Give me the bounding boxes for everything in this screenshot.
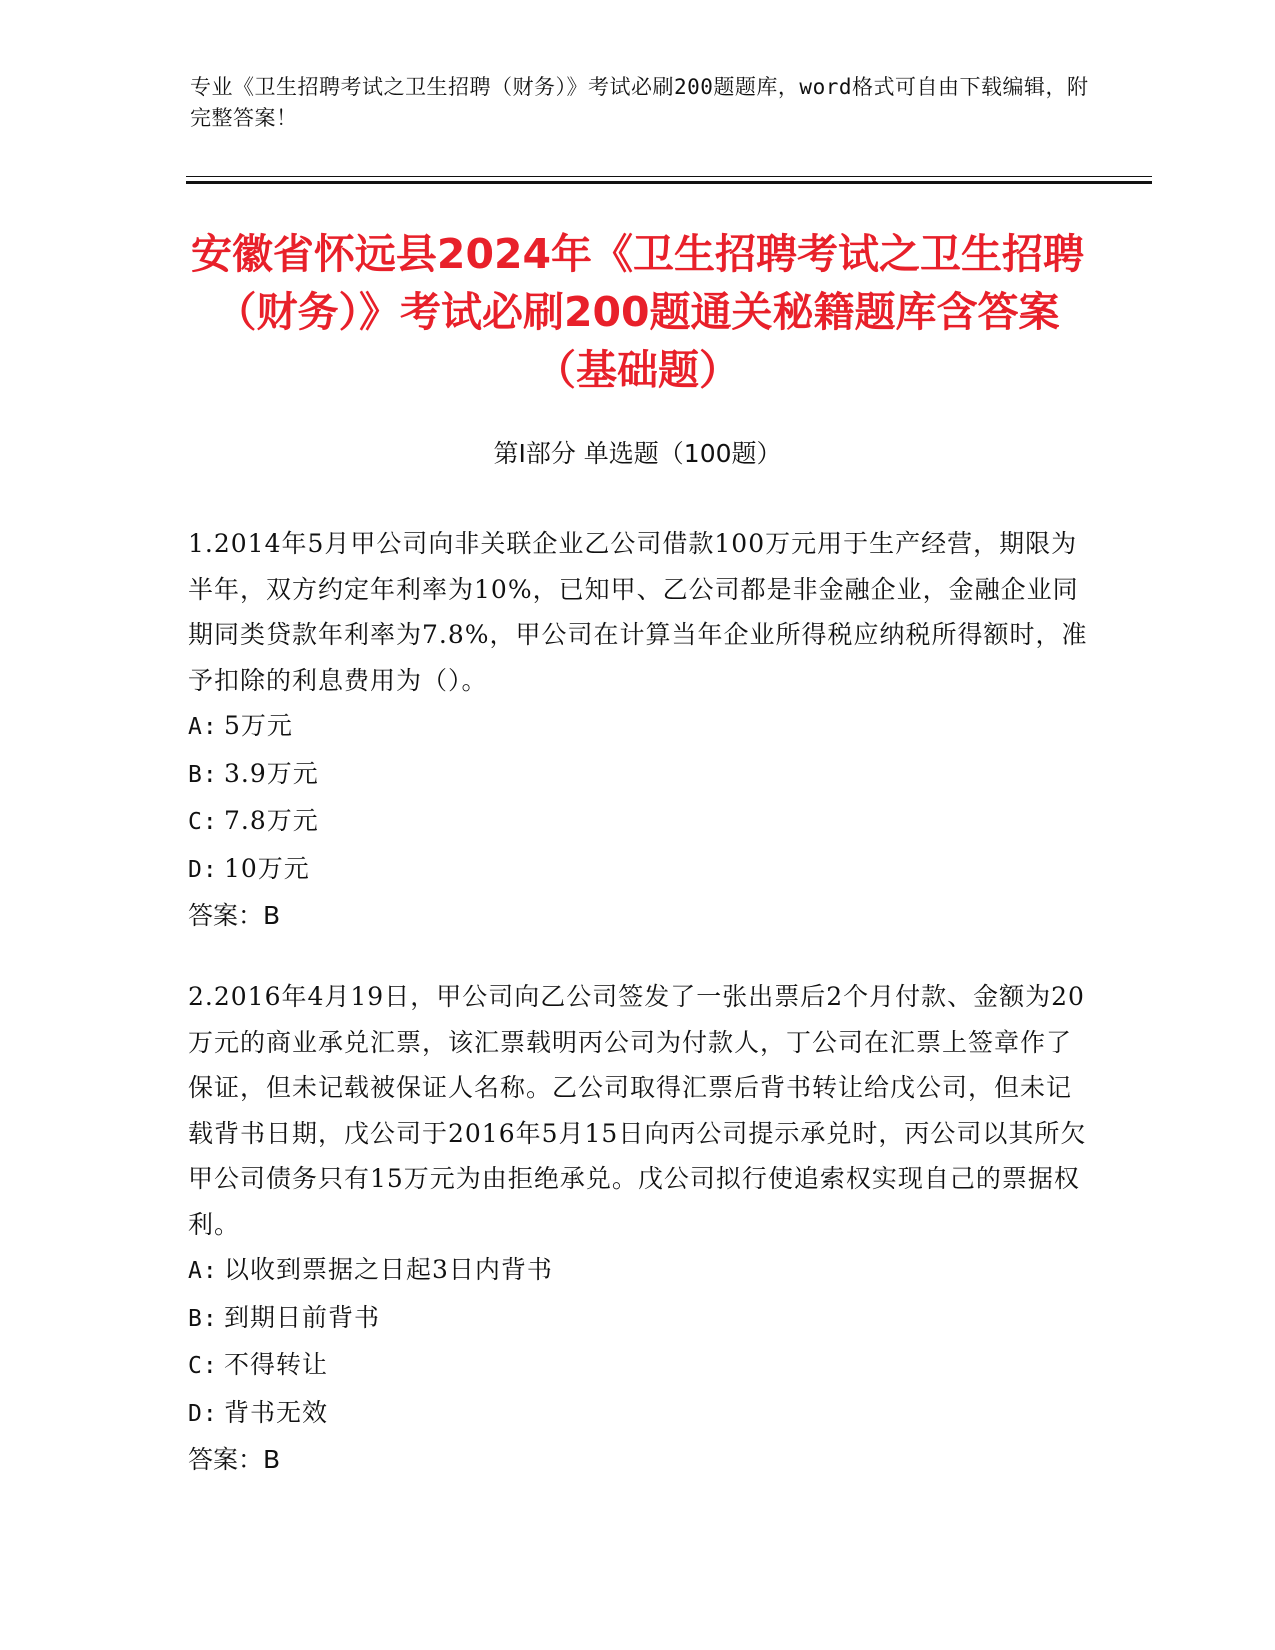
option-d <box>188 1390 1088 1438</box>
option-b <box>188 1295 1088 1343</box>
option-text: 3.9万元 <box>224 758 319 788</box>
option-text: 到期日前背书 <box>224 1302 381 1332</box>
section-heading: 第Ⅰ部分 单选题（100题） <box>493 439 782 468</box>
option-letter: B: <box>188 761 218 788</box>
answer-line: 答案：B <box>188 1445 281 1474</box>
header-divider-thin <box>186 176 1152 177</box>
option-letter: A: <box>188 1258 218 1284</box>
option-text: 5万元 <box>224 711 293 740</box>
option-text: 不得转让 <box>224 1350 329 1379</box>
question-block <box>188 521 1088 938</box>
option-text: 背书无效 <box>224 1397 329 1427</box>
option-letter: C: <box>188 809 218 835</box>
option-letter: B: <box>188 1305 218 1332</box>
answer-line: 答案：B <box>188 901 281 930</box>
option-text: 7.8万元 <box>224 806 319 835</box>
option-c <box>188 1342 1088 1390</box>
question-stem: 1.2014年5月甲公司向非关联企业乙公司借款100万元用于生产经营，期限为半年，双方约定年利率为10%，已知甲、乙公司都是非金融企业，金融企业同期同类贷款年利率为7.8%，甲公司在计算当年企业所得税应纳税所得额时，准予扣除的利息费用为（）。 <box>188 529 1088 695</box>
document-title: 安徽省怀远县2024年《卫生招聘考试之卫生招聘（财务）》考试必刷200题通关秘籍题库含答案（基础题） <box>190 230 1085 394</box>
option-c <box>188 798 1088 846</box>
question-stem: 2.2016年4月19日，甲公司向乙公司签发了一张出票后2个月付款、金额为20万元的商业承兑汇票，该汇票载明丙公司为付款人，丁公司在汇票上签章作了保证，但未记载被保证人名称。乙公司取得汇票后背书转让给戊公司，但未记载背书日期，戊公司于2016年5月15日向丙公司提示承兑时，丙公司以其所欠甲公司债务只有15万元为由拒绝承兑。戊公司拟行使追索权实现自己的票据权利。 <box>188 982 1087 1239</box>
option-letter: D: <box>188 856 218 883</box>
option-a <box>188 1247 1088 1295</box>
header-note: 专业《卫生招聘考试之卫生招聘（财务）》考试必刷200题题库，word格式可自由下载编辑，附完整答案！ <box>190 75 1089 130</box>
option-d <box>188 846 1088 894</box>
option-text: 以收到票据之日起3日内背书 <box>224 1255 553 1284</box>
option-b <box>188 751 1088 799</box>
option-a <box>188 703 1088 751</box>
option-text: 10万元 <box>224 853 310 883</box>
header-divider-thick <box>186 181 1152 184</box>
option-letter: A: <box>188 714 218 740</box>
option-letter: C: <box>188 1353 218 1379</box>
question-block <box>188 974 1088 1482</box>
option-letter: D: <box>188 1400 218 1427</box>
